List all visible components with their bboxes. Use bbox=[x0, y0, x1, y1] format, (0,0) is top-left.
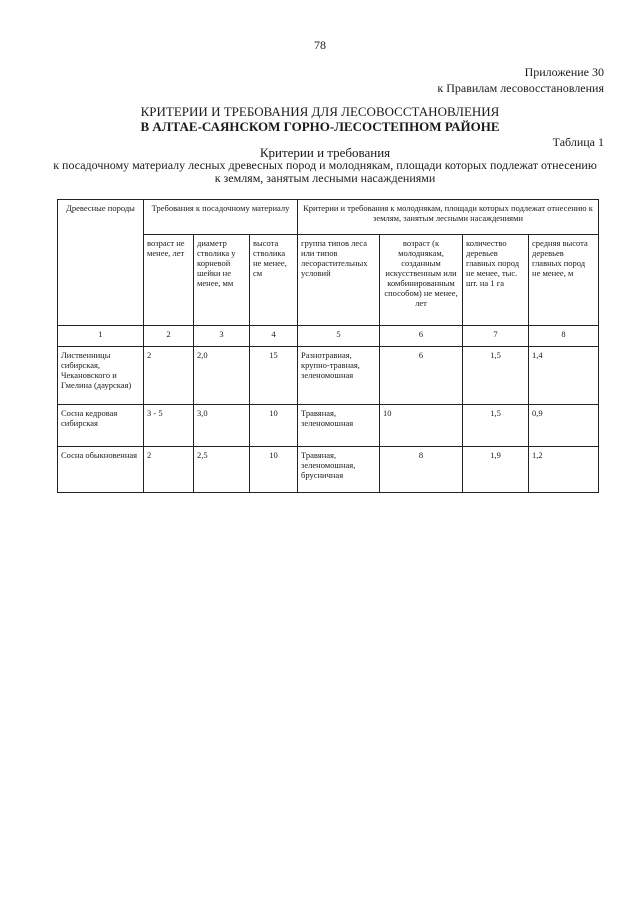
cell-diameter: 2,0 bbox=[194, 347, 250, 405]
header-tree-count: количество деревьев главных пород не менее, тыс. шт. на 1 га bbox=[463, 235, 529, 326]
header-species: Древесные породы bbox=[58, 200, 144, 326]
cell-tree-count: 1,5 bbox=[463, 405, 529, 447]
subtitle-line-2: к землям, занятым лесными насаждениями bbox=[214, 171, 436, 185]
cell-avg-height: 1,2 bbox=[529, 447, 599, 493]
cell-avg-height: 0,9 bbox=[529, 405, 599, 447]
cell-height: 15 bbox=[250, 347, 298, 405]
appendix-reference bbox=[437, 64, 604, 96]
column-number: 5 bbox=[298, 326, 380, 347]
column-number: 2 bbox=[144, 326, 194, 347]
appendix-line-1: Приложение 30 bbox=[524, 65, 604, 79]
cell-species: Сосна кедровая сибирская bbox=[58, 405, 144, 447]
cell-tree-count: 1,9 bbox=[463, 447, 529, 493]
document-title bbox=[0, 104, 640, 134]
cell-young-age: 10 bbox=[380, 405, 463, 447]
title-line-1: КРИТЕРИИ И ТРЕБОВАНИЯ ДЛЯ ЛЕСОВОССТАНОВЛЕНИЯ bbox=[140, 104, 500, 119]
cell-height: 10 bbox=[250, 405, 298, 447]
table-subtitle bbox=[40, 146, 610, 185]
cell-species: Лиственницы сибирская, Чекановского и Гмелина (даурская) bbox=[58, 347, 144, 405]
column-number: 3 bbox=[194, 326, 250, 347]
header-planting-material: Требования к посадочному материалу bbox=[144, 200, 298, 235]
cell-diameter: 3,0 bbox=[194, 405, 250, 447]
page-number: 78 bbox=[314, 38, 326, 52]
header-young-age: возраст (к молоднякам, созданным искусственным или комбинированным способом) не менее, лет bbox=[380, 235, 463, 326]
header-avg-height: средняя высота деревьев главных пород не менее, м bbox=[529, 235, 599, 326]
header-height: высота стволика не менее, см bbox=[250, 235, 298, 326]
column-number: 1 bbox=[58, 326, 144, 347]
column-number: 6 bbox=[380, 326, 463, 347]
cell-species: Сосна обыкновенная bbox=[58, 447, 144, 493]
table-label: Таблица 1 bbox=[552, 135, 604, 149]
column-number: 7 bbox=[463, 326, 529, 347]
criteria-table bbox=[57, 199, 599, 493]
cell-tree-count: 1,5 bbox=[463, 347, 529, 405]
table-row bbox=[58, 405, 599, 447]
header-young-stands: Критерии и требования к молоднякам, площади которых подлежат отнесению к землям, занятым лесными насаждениями bbox=[298, 200, 599, 235]
cell-diameter: 2,5 bbox=[194, 447, 250, 493]
title-line-2: В АЛТАЕ-САЯНСКОМ ГОРНО-ЛЕСОСТЕПНОМ РАЙОНЕ bbox=[140, 119, 500, 134]
table-row bbox=[58, 347, 599, 405]
cell-avg-height: 1,4 bbox=[529, 347, 599, 405]
cell-age: 2 bbox=[144, 447, 194, 493]
column-number: 8 bbox=[529, 326, 599, 347]
cell-age: 2 bbox=[144, 347, 194, 405]
cell-forest-type: Травяная, зеленомошная, брусничная bbox=[298, 447, 380, 493]
appendix-line-2: к Правилам лесовосстановления bbox=[437, 81, 604, 95]
cell-forest-type: Разнотравная, крупно-травная, зеленомошная bbox=[298, 347, 380, 405]
header-forest-type: группа типов леса или типов лесорастительных условий bbox=[298, 235, 380, 326]
subtitle-line-1: к посадочному материалу лесных древесных пород и молоднякам, площади которых подлежат отнесению bbox=[53, 158, 597, 172]
subtitle-head: Критерии и требования bbox=[259, 145, 391, 160]
column-number: 4 bbox=[250, 326, 298, 347]
cell-height: 10 bbox=[250, 447, 298, 493]
header-age: возраст не менее, лет bbox=[144, 235, 194, 326]
cell-young-age: 6 bbox=[380, 347, 463, 405]
cell-young-age: 8 bbox=[380, 447, 463, 493]
table-row bbox=[58, 447, 599, 493]
header-diameter: диаметр стволика у корневой шейки не менее, мм bbox=[194, 235, 250, 326]
cell-age: 3 - 5 bbox=[144, 405, 194, 447]
cell-forest-type: Травяная, зеленомошная bbox=[298, 405, 380, 447]
